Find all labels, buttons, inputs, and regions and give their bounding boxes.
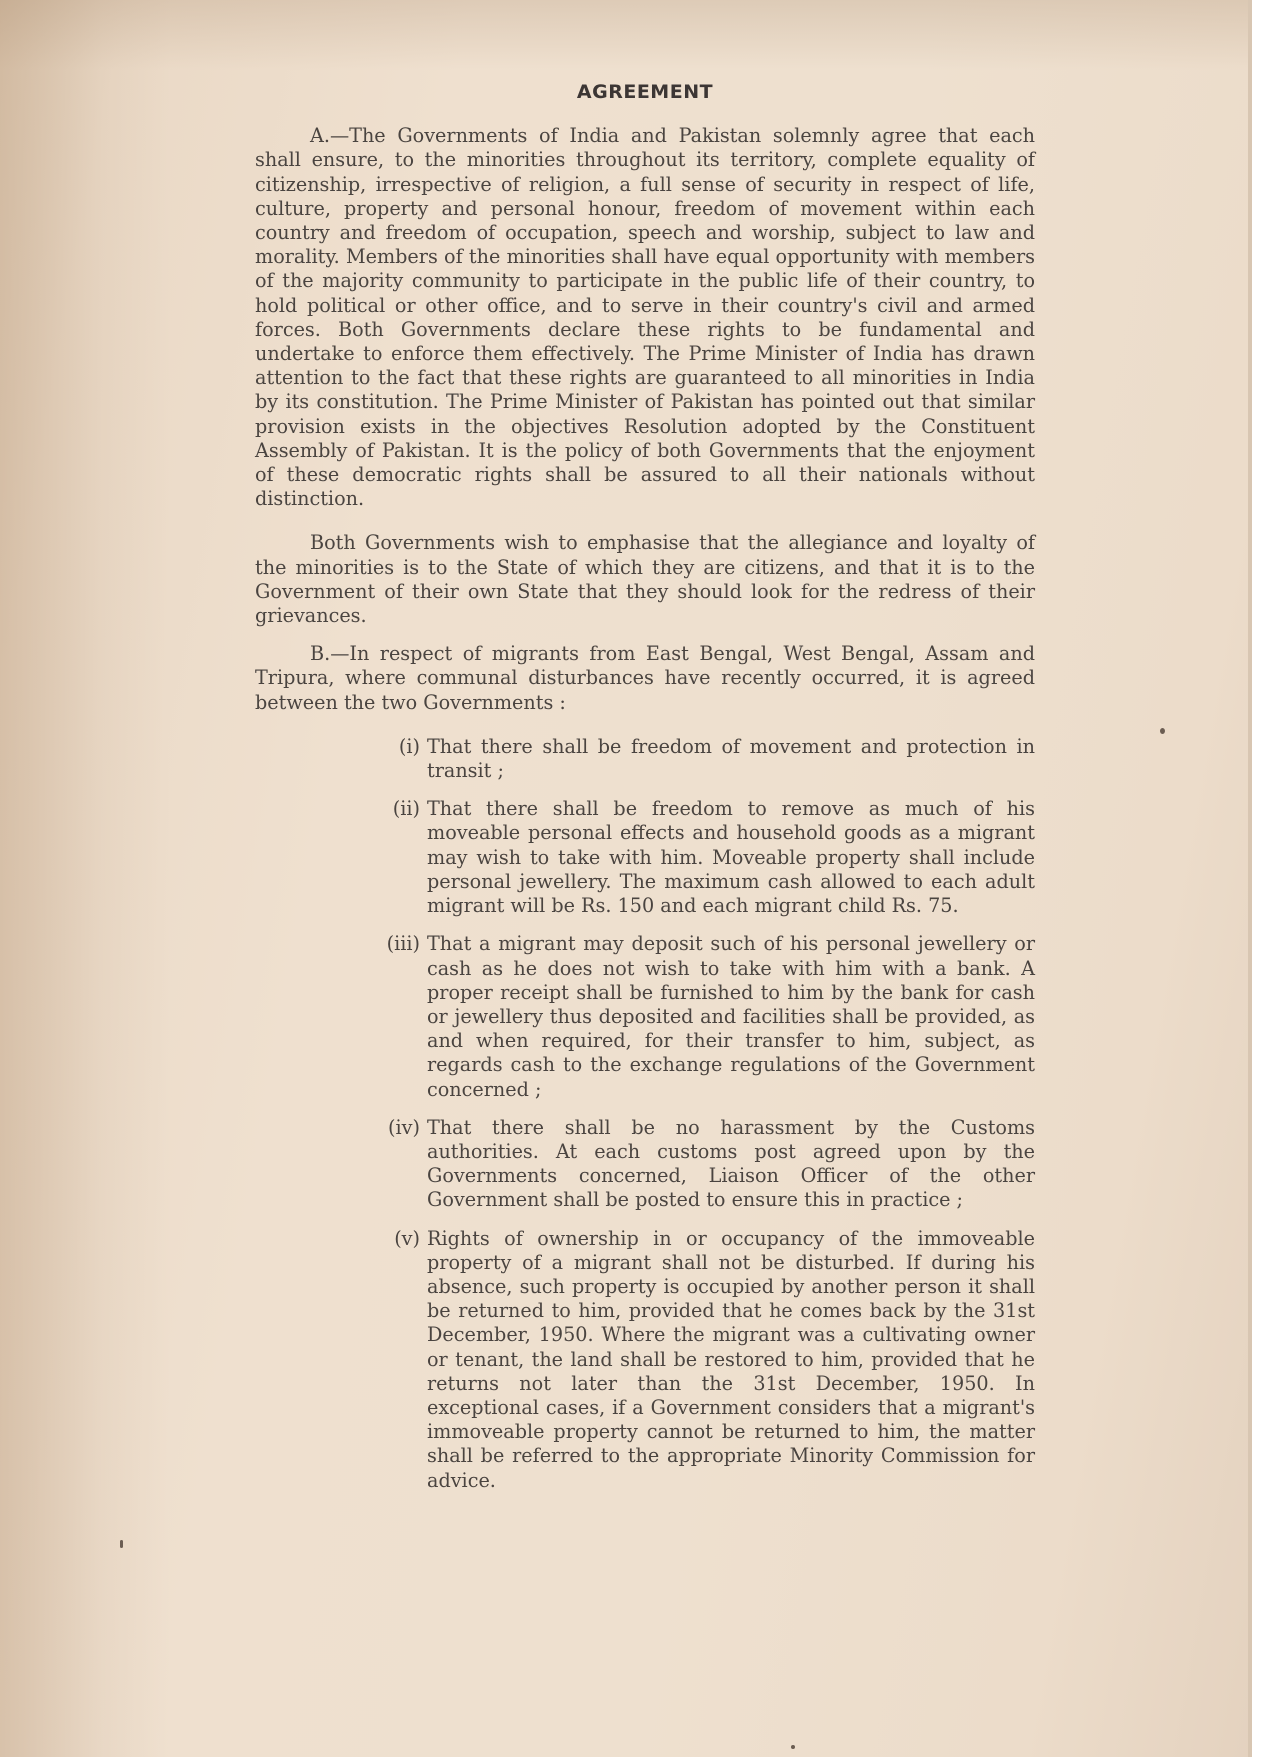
- paragraph-b: B.—In respect of migrants from East Bengal, West Bengal, Assam and Tripura, where communal disturbances have recently occurred, it is agreed between the two Governments :: [255, 642, 1035, 714]
- page-edge: [1248, 0, 1252, 1757]
- document-title: AGREEMENT: [576, 81, 714, 103]
- item-text: That a migrant may deposit such of his personal jewellery or cash as he does not wish to take with him with a bank. A proper receipt shall be furnished to him by the bank for cash or jewellery thus deposited and facilities shall be provided, as and when required, for their transfer to him, subject, as regards cash to the exchange regulations of the Government concerned ;: [427, 932, 1035, 1101]
- item-text: That there shall be freedom of movement and protection in transit ;: [427, 734, 1035, 783]
- list-item: [350, 932, 1035, 1101]
- item-text: That there shall be no harassment by the Customs authorities. At each customs post agreed upon by the Governments concerned, Liaison Officer of the other Government shall be posted to ensure this in practice ;: [427, 1115, 1035, 1212]
- paper-stain-top: [0, 0, 1252, 70]
- paragraph-a: A.—The Governments of India and Pakistan solemnly agree that each shall ensure, to the minorities throughout its territory, complete equality of citizenship, irrespective of religion, a full sense of security in respect of life, culture, property and personal honour, freedom of movement within each country and freedom of occupation, speech and worship, subject to law and morality. Members of the minorities shall have equal opportunity with members of the majority community to participate in the public life of their country, to hold political or other office, and to serve in their country's civil and armed forces. Both Governments declare these rights to be fundamental and undertake to enforce them effectively. The Prime Minister of India has drawn attention to the fact that these rights are guaranteed to all minorities in India by its constitution. The Prime Minister of Pakistan has pointed out that similar provision exists in the objectives Resolution adopted by the Constituent Assembly of Pakistan. It is the policy of both Governments that the enjoyment of these democratic rights shall be assured to all their nationals without distinction.: [255, 124, 1035, 511]
- item-text: Rights of ownership in or occupancy of the immoveable property of a migrant shall not be disturbed. If during his absence, such property is occupied by another person it shall be returned to him, provided that he comes back by the 31st December, 1950. Where the migrant was a cultivating owner or tenant, the land shall be restored to him, provided that he returns not later than the 31st December, 1950. In exceptional cases, if a Government considers that a migrant's immoveable property cannot be returned to him, the matter shall be referred to the appropriate Minority Commission for advice.: [427, 1226, 1035, 1492]
- ink-speck: [120, 1540, 123, 1548]
- item-number: (v): [394, 1226, 420, 1250]
- item-number: (i): [398, 734, 420, 758]
- item-number: (ii): [392, 797, 420, 821]
- list-item: [350, 1116, 1035, 1213]
- list-item: [350, 797, 1035, 918]
- paper-stain: [0, 0, 170, 1757]
- paragraph-allegiance: Both Governments wish to emphasise that the allegiance and loyalty of the minorities is to the State of which they are citizens, and that it is to the Government of their own State that they should look for the redress of their grievances.: [255, 531, 1035, 628]
- list-item: [350, 1227, 1035, 1493]
- ink-speck: [1160, 728, 1165, 734]
- ink-speck: [791, 1745, 795, 1749]
- item-text: That there shall be freedom to remove as much of his moveable personal effects and household goods as a migrant may wish to take with him. Moveable property shall include personal jewellery. The maximum cash allowed to each adult migrant will be Rs. 150 and each migrant child Rs. 75.: [427, 797, 1035, 918]
- migrant-provisions-list: [350, 735, 1035, 1493]
- item-number: (iii): [386, 932, 420, 956]
- document-body: [255, 80, 1035, 1507]
- list-item: [350, 735, 1035, 783]
- item-number: (iv): [388, 1115, 420, 1139]
